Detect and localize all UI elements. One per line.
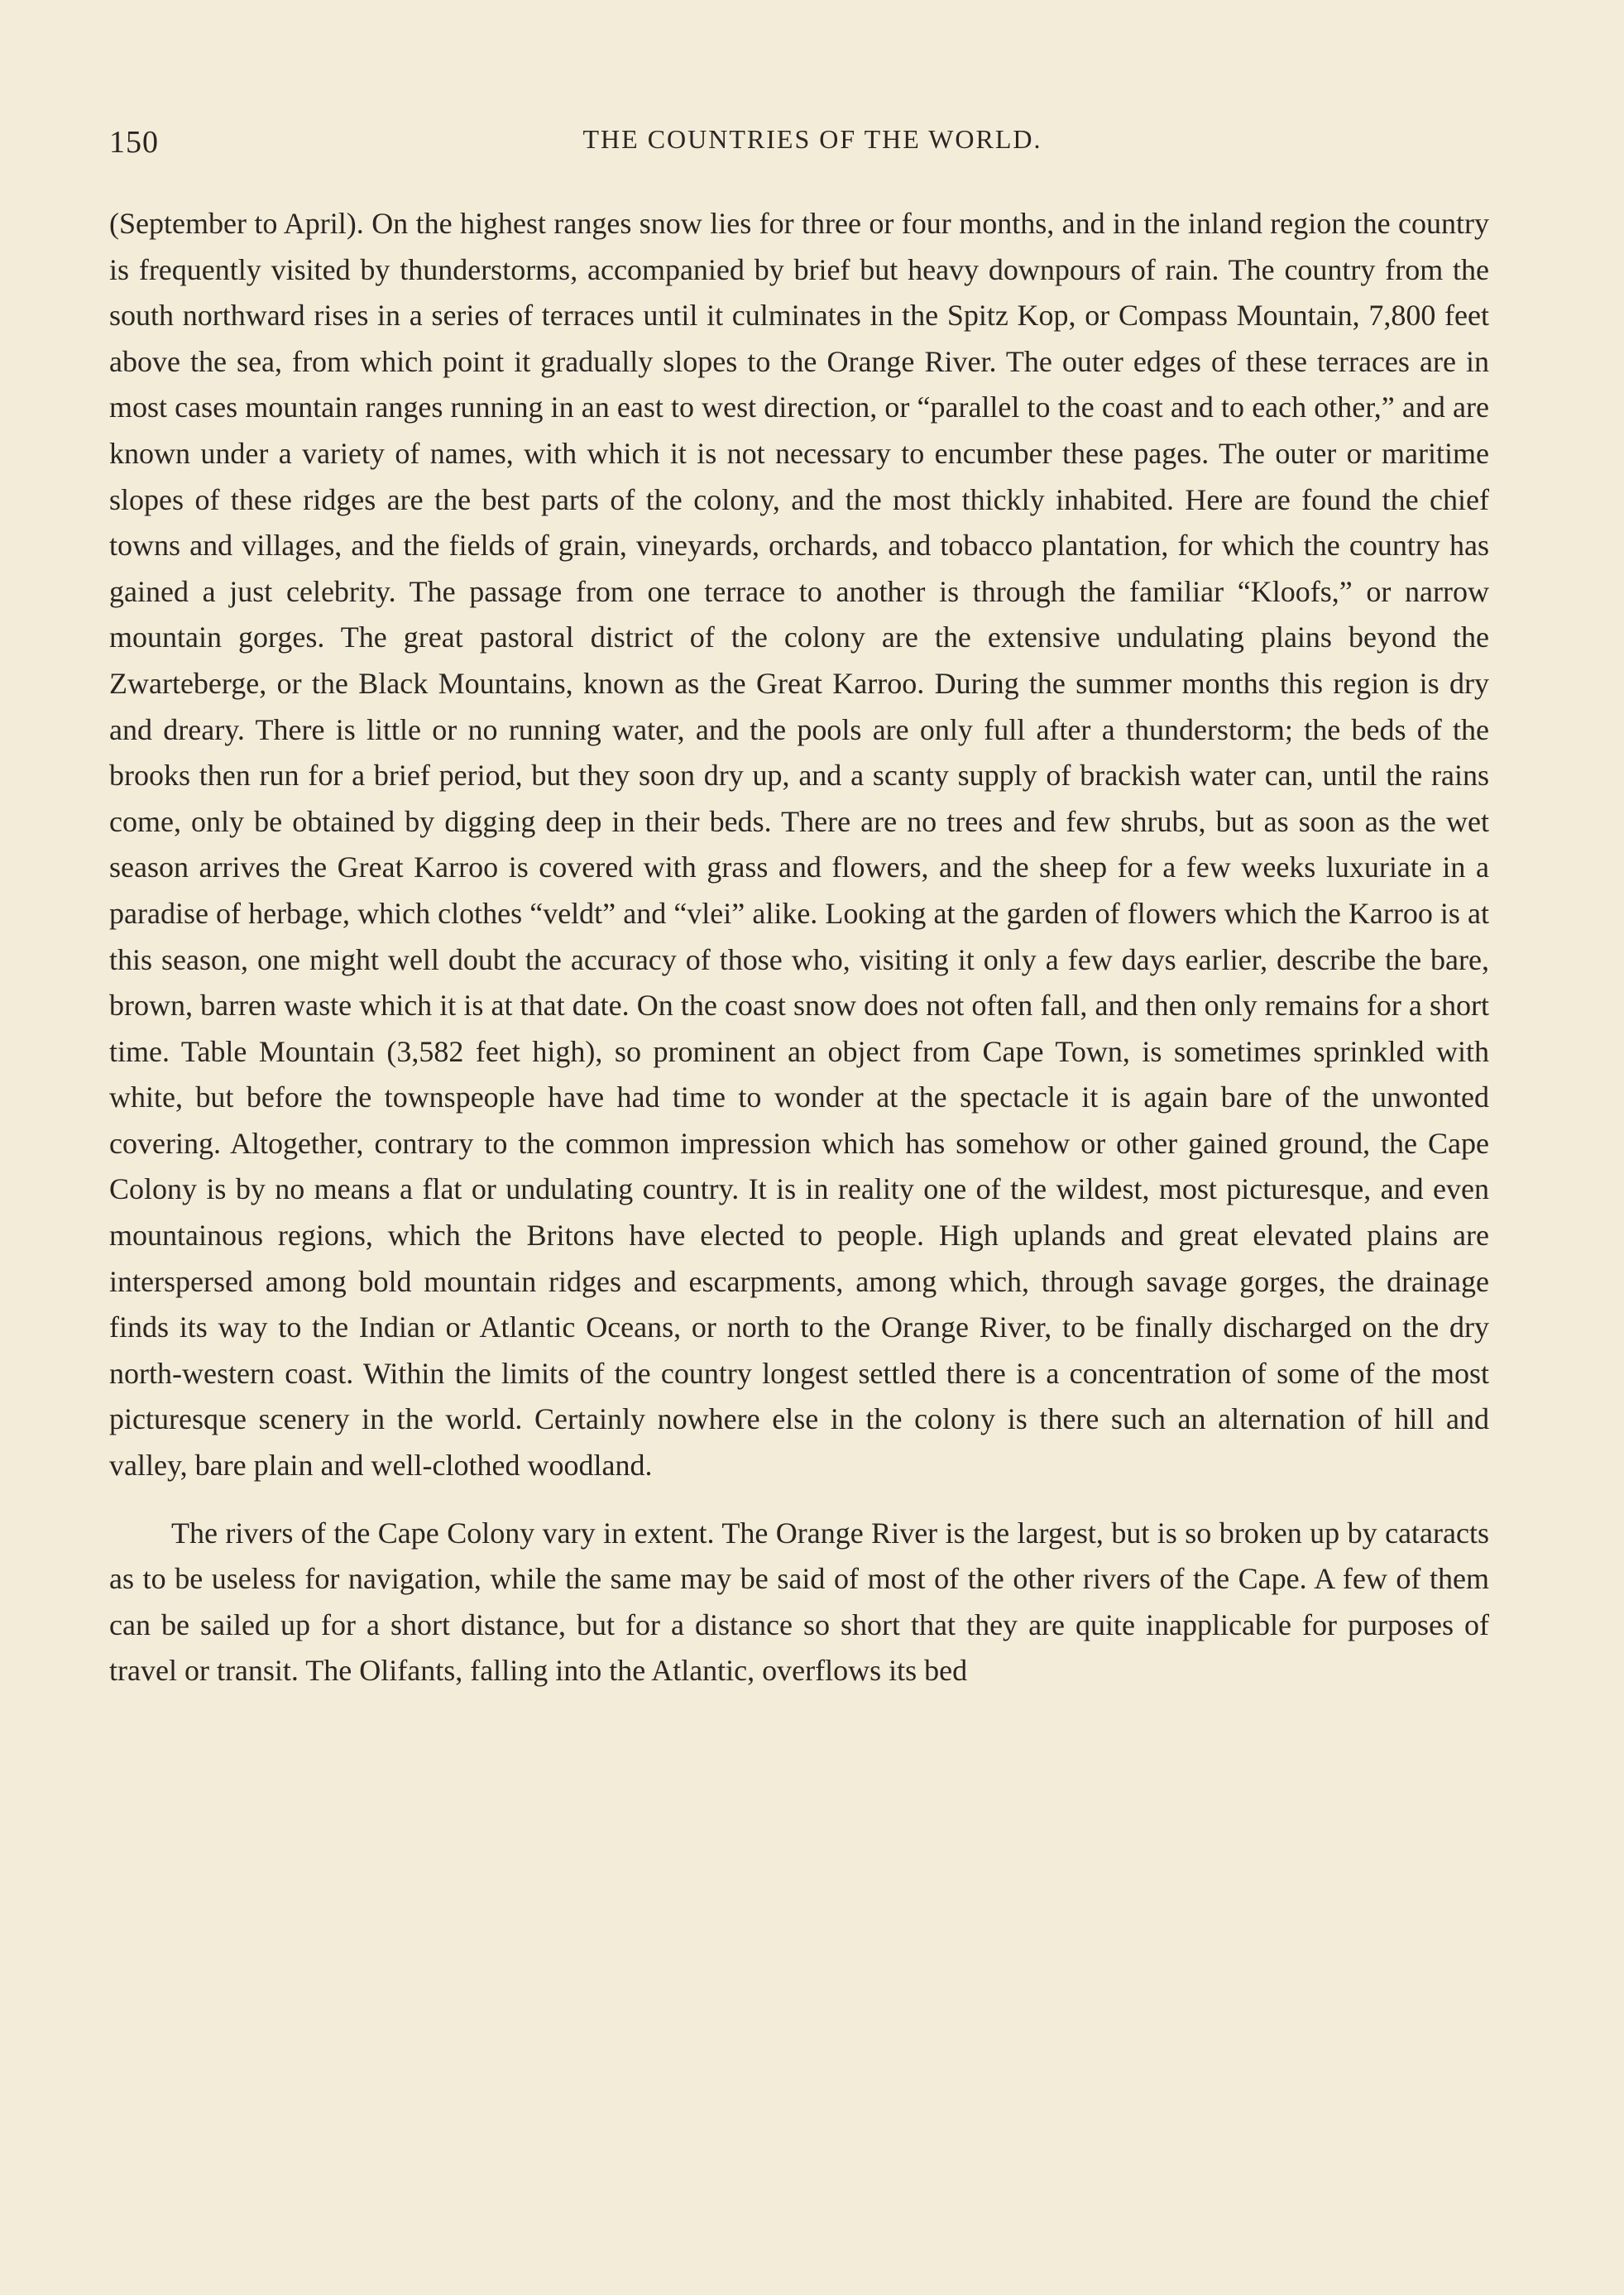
- running-title: THE COUNTRIES OF THE WORLD.: [582, 124, 1042, 154]
- page-header: [109, 124, 1516, 165]
- paragraph-rivers: The rivers of the Cape Colony vary in extent. The Orange River is the largest, but is so broken up by cataracts as to be useless for navigation, while the same may be said of most of the other rivers of the Cape. A few of them can be sailed up for a short distance, but for a distance so short that they are quite inapplicable for purposes of travel or transit. The Olifants, falling into the Atlantic, overflows its bed: [109, 1516, 1489, 1688]
- page-number: 150: [109, 125, 159, 160]
- paragraph-climate-terrain: (September to April). On the highest ranges snow lies for three or four months, and in the inland region the country is frequently visited by thunderstorms, accompanied by brief but heavy downpours of rain. The country from the south northward rises in a series of terraces until it culminates in the Spitz Kop, or Compass Mountain, 7,800 feet above the sea, from which point it gradually slopes to the Orange River. The outer edges of these terraces are in most cases mountain ranges running in an east to west direction, or “parallel to the coast and to each other,” and are known under a variety of names, with which it is not necessary to encumber these pages. The outer or maritime slopes of these ridges are the best parts of the colony, and the most thickly inhabited. Here are found the chief towns and villages, and the fields of grain, vineyards, orchards, and tobacco plantation, for which the country has gained a just celebrity. The passage from one terrace to another is through the familiar “Kloofs,” or narrow mountain gorges. The great pastoral district of the colony are the extensive undulating plains beyond the Zwarteberge, or the Black Mountains, known as the Great Karroo. During the summer months this region is dry and dreary. There is little or no running water, and the pools are only full after a thunderstorm; the beds of the brooks then run for a brief period, but they soon dry up, and a scanty supply of brackish water can, until the rains come, only be obtained by digging deep in their beds. There are no trees and few shrubs, but as soon as the wet season arrives the Great Karroo is covered with grass and flowers, and the sheep for a few weeks luxuriate in a paradise of herbage, which clothes “veldt” and “vlei” alike. Looking at the garden of flowers which the Karroo is at this season, one might well doubt the accuracy of those who, visiting it only a few days earlier, describe the bare, brown, barren waste which it is at that date. On the coast snow does not often fall, and then only remains for a short time. Table Mountain (3,582 feet high), so prominent an object from Cape Town, is sometimes sprinkled with white, but before the townspeople have had time to wonder at the spectacle it is again bare of the unwonted covering. Altogether, contrary to the common impression which has somehow or other gained ground, the Cape Colony is by no means a flat or undulating country. It is in reality one of the wildest, most picturesque, and even mountainous regions, which the Britons have elected to people. High uplands and great elevated plains are interspersed among bold mountain ridges and escarpments, among which, through savage gorges, the drainage finds its way to the Indian or Atlantic Oceans, or north to the Orange River, to be finally discharged on the dry north-western coast. Within the limits of the country longest settled there is a concentration of some of the most picturesque scenery in the world. Certainly nowhere else in the colony is there such an alternation of hill and valley, bare plain and well-clothed woodland.: [109, 207, 1489, 1483]
- body-text: [109, 201, 1489, 1694]
